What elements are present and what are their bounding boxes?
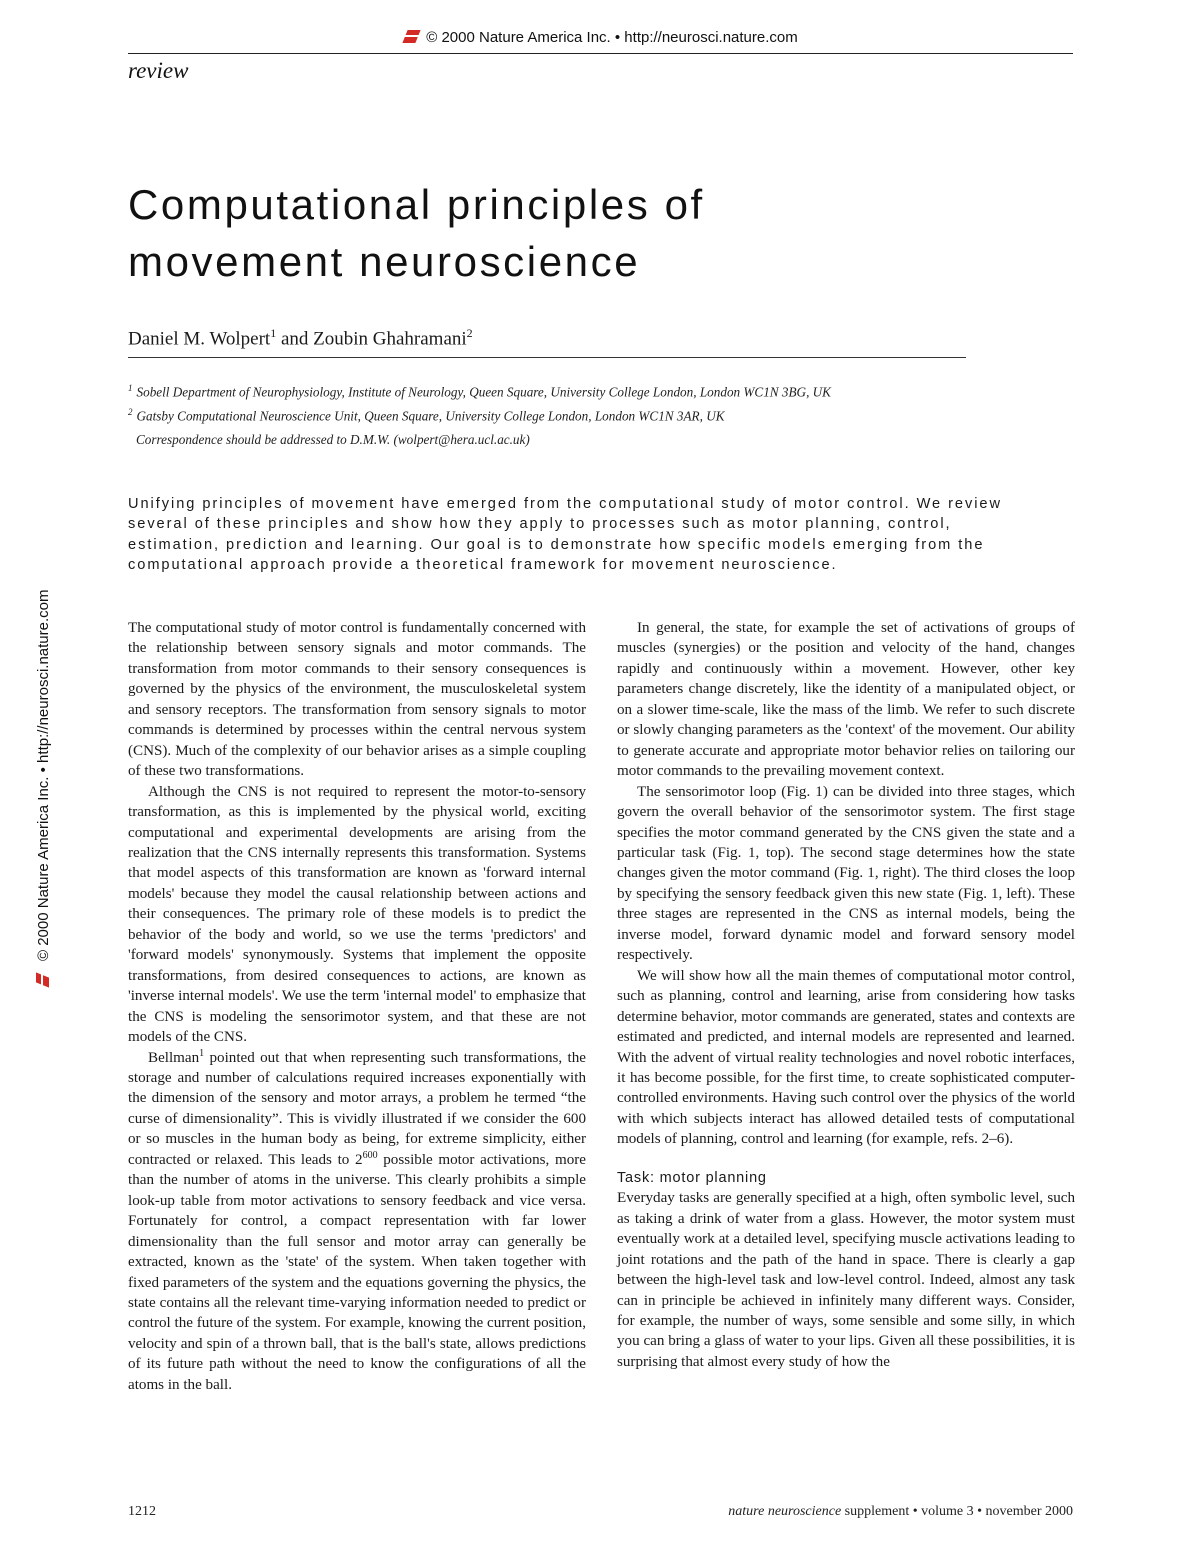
nature-logo-icon [36,967,49,985]
nature-logo-icon [402,30,420,43]
side-watermark-text: © 2000 Nature America Inc. • http://neurosci.nature.com [35,589,52,961]
paragraph: The sensorimotor loop (Fig. 1) can be divided into three stages, which govern the overall behavior of the sensorimotor system. The first stage specifies the motor command generated by the CNS given the state and a particular task (Fig. 1, top). The second stage determines how the state changes given the motor command (Fig. 1, right). The third closes the loop by specifying the sensory feedback given this new state (Fig. 1, left). These three stages are represented in the CNS as internal models, being the inverse model, forward dynamic model and forward sensory model respectively. [617,783,1075,964]
text-run: pointed out that when representing such transformations, the storage and number of calculations required increases exponentially with the dimension of the sensory and motor arrays, a problem he termed “the curse of dimensionality”. This is vividly illustrated if we consider the 600 or so muscles in the human body as being, for extreme simplicity, either contracted or relaxed. This leads to 2 [128,1049,586,1168]
journal-name: nature neuroscience [728,1504,842,1519]
author-2-affiliation-marker: 2 [466,326,473,340]
paragraph: Although the CNS is not required to represent the motor-to-sensory transformation, as this is implemented by the physical world, exciting computational and experimental developments are arising from the realization that the CNS internally represents this transformation. Systems that model aspects of this transformation are known as 'forward internal models' because they model the causal relationship between actions and their consequences. The primary role of these models is to predict the behavior of the body and world, so we use the terms 'predictors' and 'forward models' synonymously. Systems that implement the opposite transformations, from desired consequences to actions, are known as 'inverse internal models'. We use the term 'internal model' to emphasize that the CNS is modeling the sensorimotor system, and that these are not models of the CNS. [128,783,586,1046]
affiliation-1-marker: 1 [128,383,133,393]
author-1-affiliation-marker: 1 [270,326,277,340]
copyright-text: © 2000 Nature America Inc. • http://neurosci.nature.com [426,29,798,46]
affiliation-2 [128,407,1028,424]
paragraph [128,1048,586,1396]
page-number: 1212 [128,1504,156,1519]
text-run: Bellman [148,1049,200,1066]
affiliation-2-text: Gatsby Computational Neuroscience Unit, Queen Square, University College London, London WC1N 3AR, UK [136,408,725,424]
author-joiner: and [276,328,314,350]
affiliation-1 [128,383,1028,400]
paragraph: The computational study of motor control is fundamentally concerned with the relationship between sensory signals and motor commands. The transformation from motor commands to their sensory consequences is governed by the physics of the environment, the musculoskeletal system and sensory receptors. The transformation from sensory signals to motor commands is determined by processes within the central nervous system (CNS). Much of the complexity of our behavior arises as a simple coupling of these two transformations. [128,620,586,780]
body-column-left [128,618,586,1395]
correspondence-note: Correspondence should be addressed to D.M.W. (wolpert@hera.ucl.ac.uk) [136,432,530,447]
abstract: Unifying principles of movement have emerged from the computational study of motor control. We review several of these principles and show how they apply to processes such as motor planning, control, estimation, prediction and learning. Our goal is to demonstrate how specific models emerging from the computational approach provide a theoretical framework for movement neuroscience. [128,496,1002,573]
affiliation-1-text: Sobell Department of Neurophysiology, Institute of Neurology, Queen Square, University College London, London WC1N 3BG, UK [136,384,831,400]
paragraph: We will show how all the main themes of computational motor control, such as planning, control and learning, arise from considering how tasks determine behavior, motor commands are generated, states and contexts are estimated and predicted, and internal models are represented and learned. With the advent of virtual reality technologies and novel robotic interfaces, it has become possible, for the first time, to create sophisticated computer-controlled environments. Having such control over the physics of the world with which subjects interact has allowed detailed tests of computational models of planning, control and learning (for example, refs. 2–6). [617,967,1075,1148]
journal-footer [676,1504,1073,1520]
author-2: Zoubin Ghahramani [313,328,467,350]
text-run: possible motor activations, more than the number of atoms in the universe. This clearly prohibits a simple look-up table from motor activations to sensory feedback and vice versa. Fortunately for control, a compact representation with far lower dimensionality than the full sensor and motor array can generally be extracted, known as the 'state' of the system. When taken together with fixed parameters of the system and the equations governing the physics, the state contains all the relevant time-varying information needed to predict or control the future of the system. For example, knowing the current position, velocity and spin of a thrown ball, that is the ball's state, allows predictions of its future path without the need to know the configurations of all the atoms in the ball. [128,1151,586,1393]
issue-info: supplement • volume 3 • november 2000 [841,1504,1073,1519]
affiliation-2-marker: 2 [128,407,133,417]
author-line [128,326,473,350]
header-rule [128,53,1073,54]
author-rule [128,357,966,358]
article-title [128,176,1028,290]
side-watermark [35,590,52,985]
title-line-1: Computational principles of [128,181,705,228]
author-1: Daniel M. Wolpert [128,328,271,350]
section-label: review [128,58,189,83]
reference-marker: 1 [199,1047,205,1059]
section-heading: Task: motor planning [617,1169,767,1186]
paragraph: Everyday tasks are generally specified at a high, often symbolic level, such as taking a drink of water from a glass. However, the motor system must eventually work at a detailed level, specifying muscle activations leading to joint rotations and the path of the hand in space. There is clearly a gap between the high-level task and low-level control. Indeed, almost any task can in principle be achieved in infinitely many different ways. Consider, for example, the number of ways, some sensible and some silly, in which you can bring a glass of water to your lips. Given all these possibilities, it is surprising that almost every study of how the [617,1190,1075,1370]
copyright-header [0,29,1200,46]
body-column-right [617,618,1075,1372]
title-line-2: movement neuroscience [128,238,641,285]
exponent: 600 [362,1149,378,1161]
paragraph: In general, the state, for example the set of activations of groups of muscles (synergies) or the position and velocity of the hand, changes rapidly and continuously within a movement. However, other key parameters change discretely, like the identity of a manipulated object, or on a slower time-scale, like the mass of the limb. We refer to such discrete or slowly changing parameters as the 'context' of the movement. Our ability to generate accurate and appropriate motor behavior relies on tailoring our motor commands to the prevailing movement context. [617,620,1075,780]
